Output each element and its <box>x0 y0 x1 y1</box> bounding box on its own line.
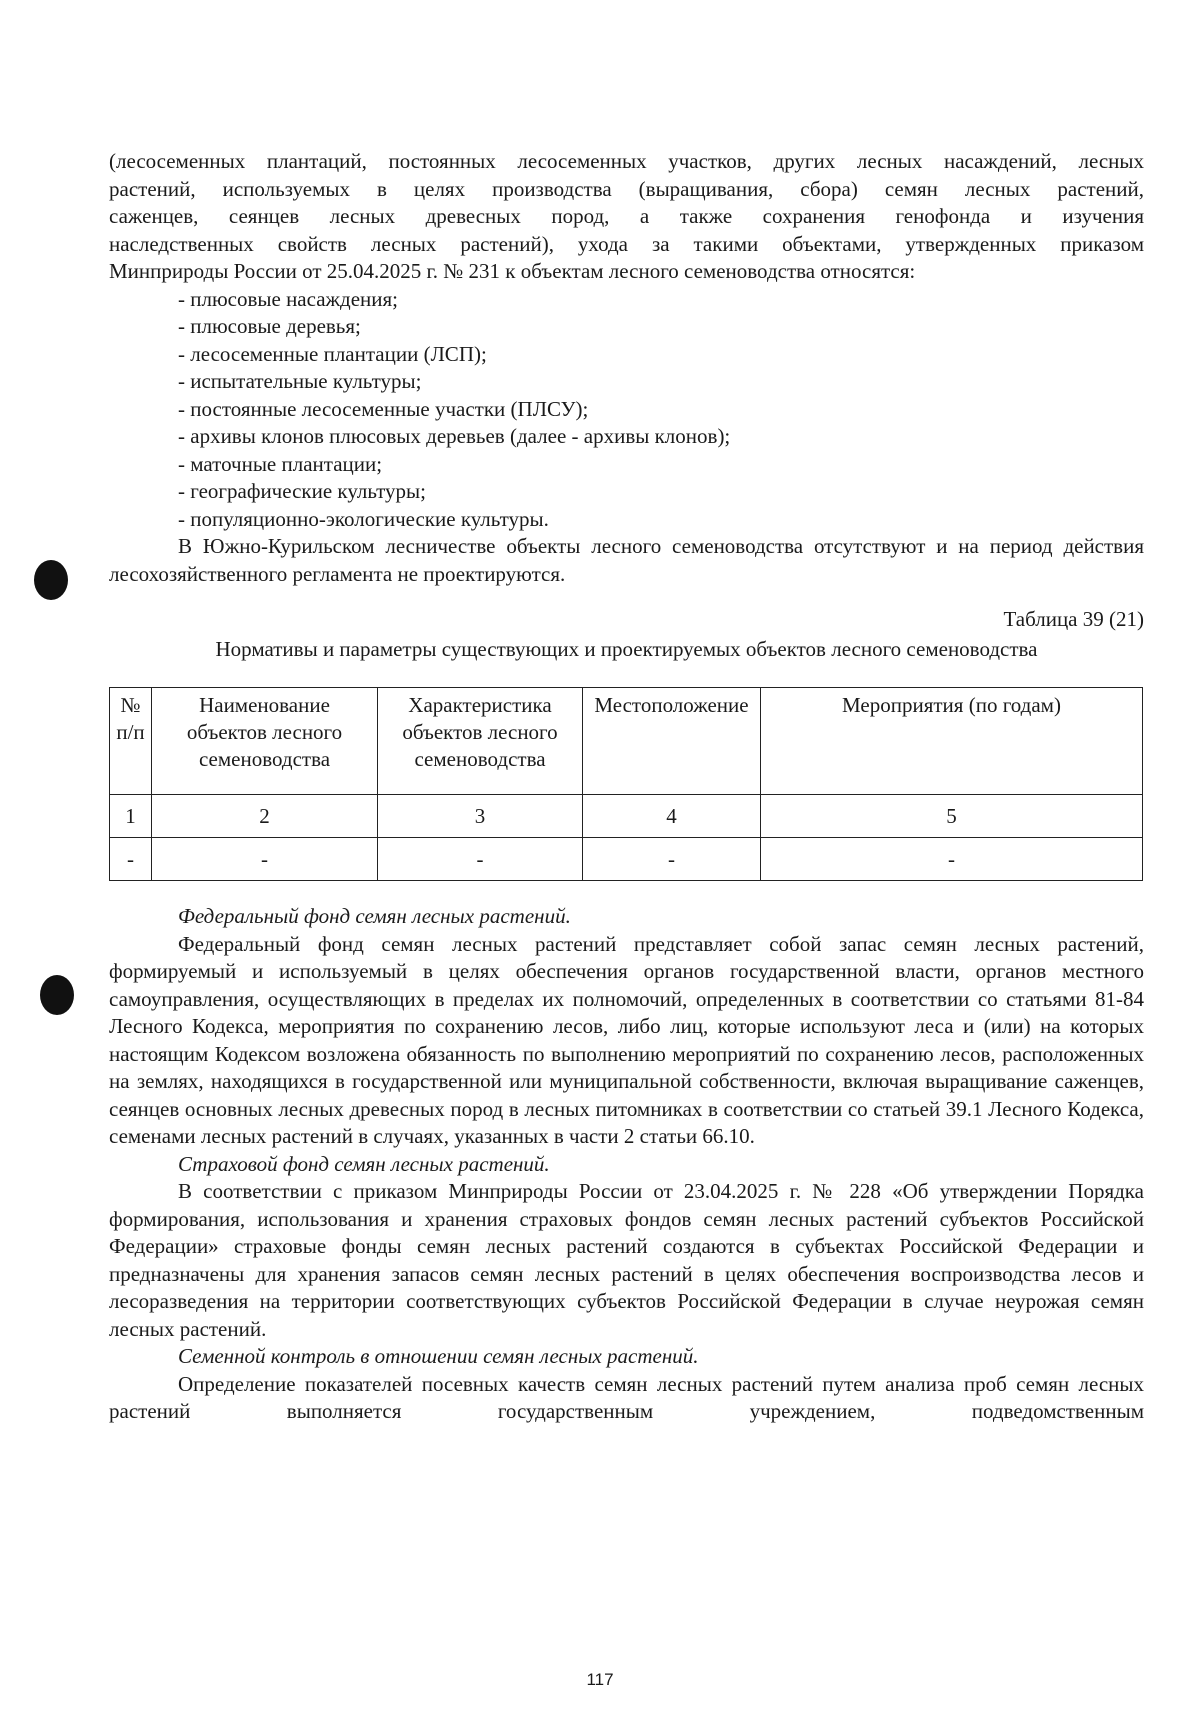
intro-line: наследственных свойств лесных растений), ухода за такими объектами, утвержденных приказом <box>109 231 1144 256</box>
seed-control-paragraph: Определение показателей посевных качеств семян лесных растений путем анализа проб семян лесных растений выполняется государственным учреждением, подведомственным <box>109 1371 1144 1423</box>
punch-hole-top <box>34 560 68 600</box>
list-item: - плюсовые деревья; <box>178 314 361 338</box>
header-cell: № п/п <box>110 688 152 795</box>
table-row <box>110 795 1143 838</box>
table-cell: - <box>110 838 152 881</box>
intro-line: саженцев, сеянцев лесных древесных пород, а также сохранения генофонда и изучения <box>109 204 1144 228</box>
table-cell: - <box>152 838 378 881</box>
number-cell: 4 <box>583 795 761 838</box>
number-cell: 2 <box>152 795 378 838</box>
intro-line: растений, используемых в целях производства (выращивания, сбора) семян лесных растений, <box>109 176 1144 201</box>
list-item: - постоянные лесосеменные участки (ПЛСУ); <box>178 396 589 421</box>
list-item: - испытательные культуры; <box>178 369 422 393</box>
page-number: 117 <box>586 1670 614 1689</box>
number-cell: 5 <box>761 795 1143 838</box>
list-item: - географические культуры; <box>178 479 427 503</box>
intro-line: Минприроды России от 25.04.2025 г. № 231 к объектам лесного семеноводства относятся: <box>109 259 916 283</box>
federal-fund-heading: Федеральный фонд семян лесных растений. <box>178 904 571 928</box>
header-cell: Характеристика объектов лесного семеноводства <box>378 688 583 795</box>
table-cell: - <box>583 838 761 881</box>
table-caption: Таблица 39 (21) <box>1003 607 1144 631</box>
list-item: - маточные плантации; <box>178 451 383 476</box>
insurance-fund-heading: Страховой фонд семян лесных растений. <box>178 1151 550 1176</box>
intro-line: (лесосеменных плантаций, постоянных лесосеменных участков, других лесных насаждений, лесных <box>109 149 1144 173</box>
header-cell: Мероприятия (по годам) <box>761 688 1143 795</box>
number-cell: 1 <box>110 795 152 838</box>
table-title: Нормативы и параметры существующих и проектируемых объектов лесного семеноводства <box>215 636 1038 661</box>
list-item: - популяционно-экологические культуры. <box>178 506 549 531</box>
table-cell: - <box>378 838 583 881</box>
page-content <box>109 148 1144 1426</box>
seed-objects-list <box>109 286 1144 534</box>
insurance-fund-paragraph: В соответствии с приказом Минприроды России от 23.04.2025 г. № 228 «Об утверждении Порядка формирования, использования и хранения страховых фондов семян лесных растений субъектов Российской Федерации» страховые фонды семян лесных растений создаются в субъектах Российской Федерации и предназначены для хранения запасов семян лесных растений в целях обеспечения воспроизводства лесов и лесоразведения на территории соответствующих субъектов Российской Федерации в случае неурожая семян лесных растений. <box>109 1179 1144 1341</box>
seed-objects-table <box>109 687 1143 881</box>
absence-paragraph: В Южно-Курильском лесничестве объекты лесного семеноводства отсутствуют и на период действия лесохозяйственного регламента не проектируются. <box>109 534 1144 586</box>
header-cell: Наименование объектов лесного семеноводства <box>152 688 378 795</box>
table-header-row <box>110 688 1143 795</box>
list-item: - архивы клонов плюсовых деревьев (далее - архивы клонов); <box>178 424 731 448</box>
seed-control-heading: Семенной контроль в отношении семян лесных растений. <box>178 1344 699 1368</box>
table-row <box>110 838 1143 881</box>
list-item: - плюсовые насаждения; <box>178 286 399 311</box>
federal-fund-paragraph: Федеральный фонд семян лесных растений представляет собой запас семян лесных растений, формируемый и используемый в целях обеспечения органов государственной власти, органов местного самоуправления, осуществляющих в пределах их полномочий, определенных в соответствии со статьями 81-84 Лесного Кодекса, мероприятия по сохранению лесов, либо лиц, которые используют леса и (или) на которых настоящим Кодексом возложена обязанность по выполнению мероприятий по сохранению лесов, расположенных на землях, находящихся в государственной или муниципальной собственности, включая выращивание саженцев, сеянцев основных лесных древесных пород в лесных питомниках в соответствии со статьей 39.1 Лесного Кодекса, семенами лесных растений в случаях, указанных в части 2 статьи 66.10. <box>109 931 1144 1148</box>
intro-paragraph <box>109 148 1144 286</box>
list-item: - лесосеменные плантации (ЛСП); <box>178 341 487 366</box>
punch-hole-bottom <box>40 975 74 1015</box>
number-cell: 3 <box>378 795 583 838</box>
table-cell: - <box>761 838 1143 881</box>
header-cell: Местоположение <box>583 688 761 795</box>
